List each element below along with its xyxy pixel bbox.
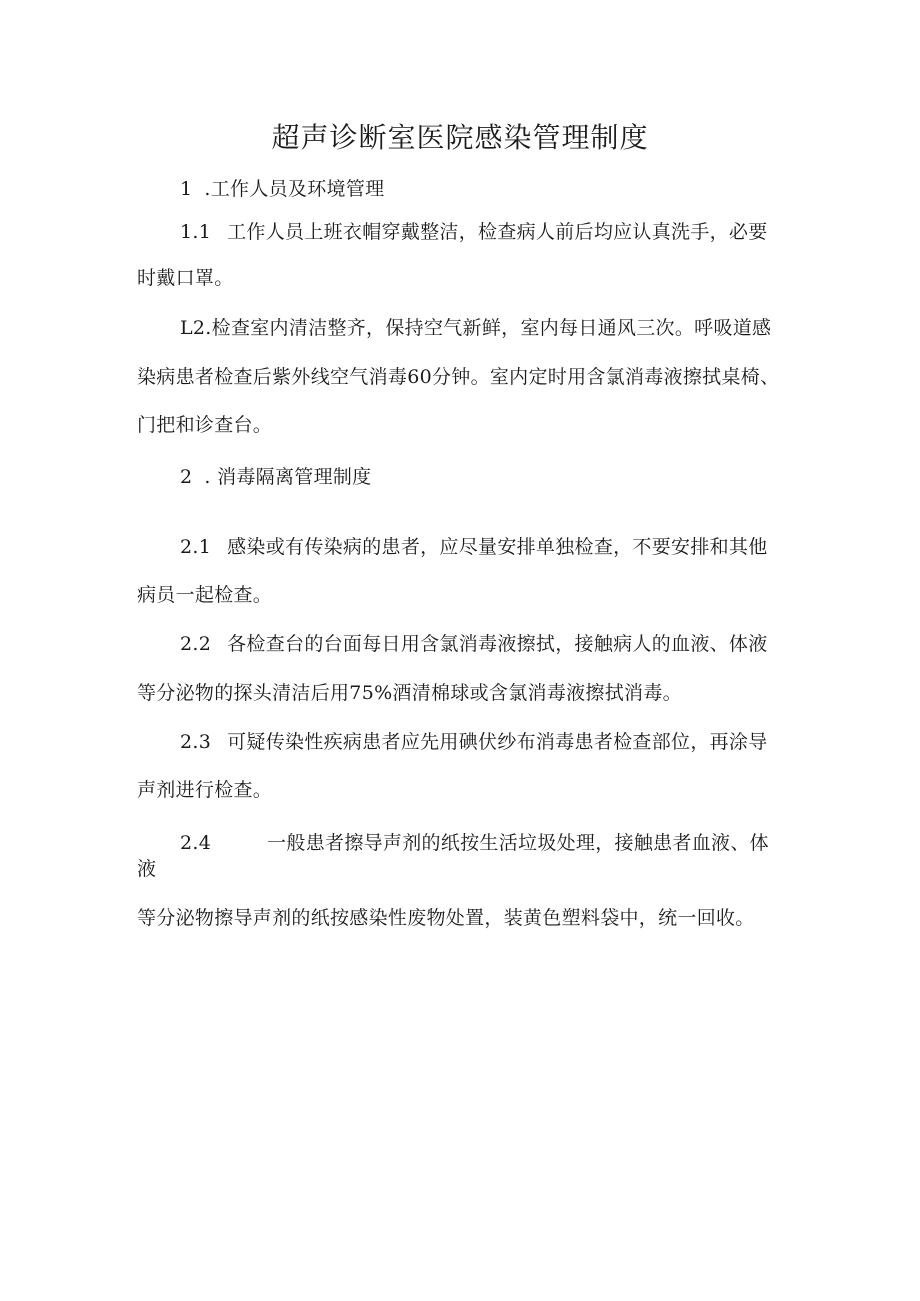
item-2-2-line-2: 等分泌物的探头清洁后用75%酒清棉球或含氯消毒液擦拭消毒。 (137, 682, 682, 704)
item-1-1-line-2: 时戴口罩。 (137, 267, 234, 289)
item-2-4-text-1: 一般患者擦导声剂的纸按生活垃圾处理，接触患者血液、体 (267, 832, 769, 854)
section-2-title: . 消毒隔离管理制度 (204, 466, 372, 488)
item-1-2-line-2: 染病患者检查后紫外线空气消毒60分钟。室内定时用含氯消毒液擦拭桌椅、 (137, 366, 780, 388)
item-1-2-line-3: 门把和诊查台。 (137, 414, 273, 436)
section-2-heading (180, 462, 371, 492)
item-2-3-line-2: 声剂进行检查。 (137, 779, 273, 801)
item-2-4-line-1 (180, 828, 769, 858)
section-1-number: 1 (180, 178, 193, 200)
item-1-1-text-1: 工作人员上班衣帽穿戴整洁，检查病人前后均应认真洗手，必要 (227, 221, 768, 243)
item-2-2-line-1 (180, 629, 768, 659)
item-1-2-line-1: L2.检查室内清洁整齐，保持空气新鲜，室内每日通风三次。呼吸道感 (180, 317, 772, 339)
item-2-2-number: 2.2 (180, 633, 212, 655)
item-2-4-line-3: 等分泌物擦导声剂的纸按感染性废物处置，装黄色塑料袋中，统一回收。 (137, 907, 755, 929)
section-1-heading (180, 174, 384, 204)
section-2-number: 2 (180, 466, 193, 488)
item-2-1-text-1: 感染或有传染病的患者，应尽量安排单独检查，不要安排和其他 (227, 536, 768, 558)
item-2-3-line-1 (180, 727, 768, 757)
item-2-1-line-2: 病员一起检查。 (137, 584, 273, 606)
item-1-1-number: 1.1 (180, 221, 212, 243)
section-1-title: .工作人员及环境管理 (204, 178, 385, 200)
item-2-2-text-1: 各检查台的台面每日用含氯消毒液擦拭，接触病人的血液、体液 (227, 633, 768, 655)
item-1-1-line-1 (180, 217, 768, 247)
item-2-3-number: 2.3 (180, 731, 212, 753)
item-2-3-text-1: 可疑传染性疾病患者应先用碘伏纱布消毒患者检查部位，再涂导 (227, 731, 768, 753)
item-2-4-line-2: 液 (137, 858, 157, 880)
item-2-1-line-1 (180, 532, 768, 562)
item-2-4-number: 2.4 (180, 832, 212, 854)
document-title: 超声诊断室医院感染管理制度 (271, 121, 649, 154)
item-2-1-number: 2.1 (180, 536, 212, 558)
